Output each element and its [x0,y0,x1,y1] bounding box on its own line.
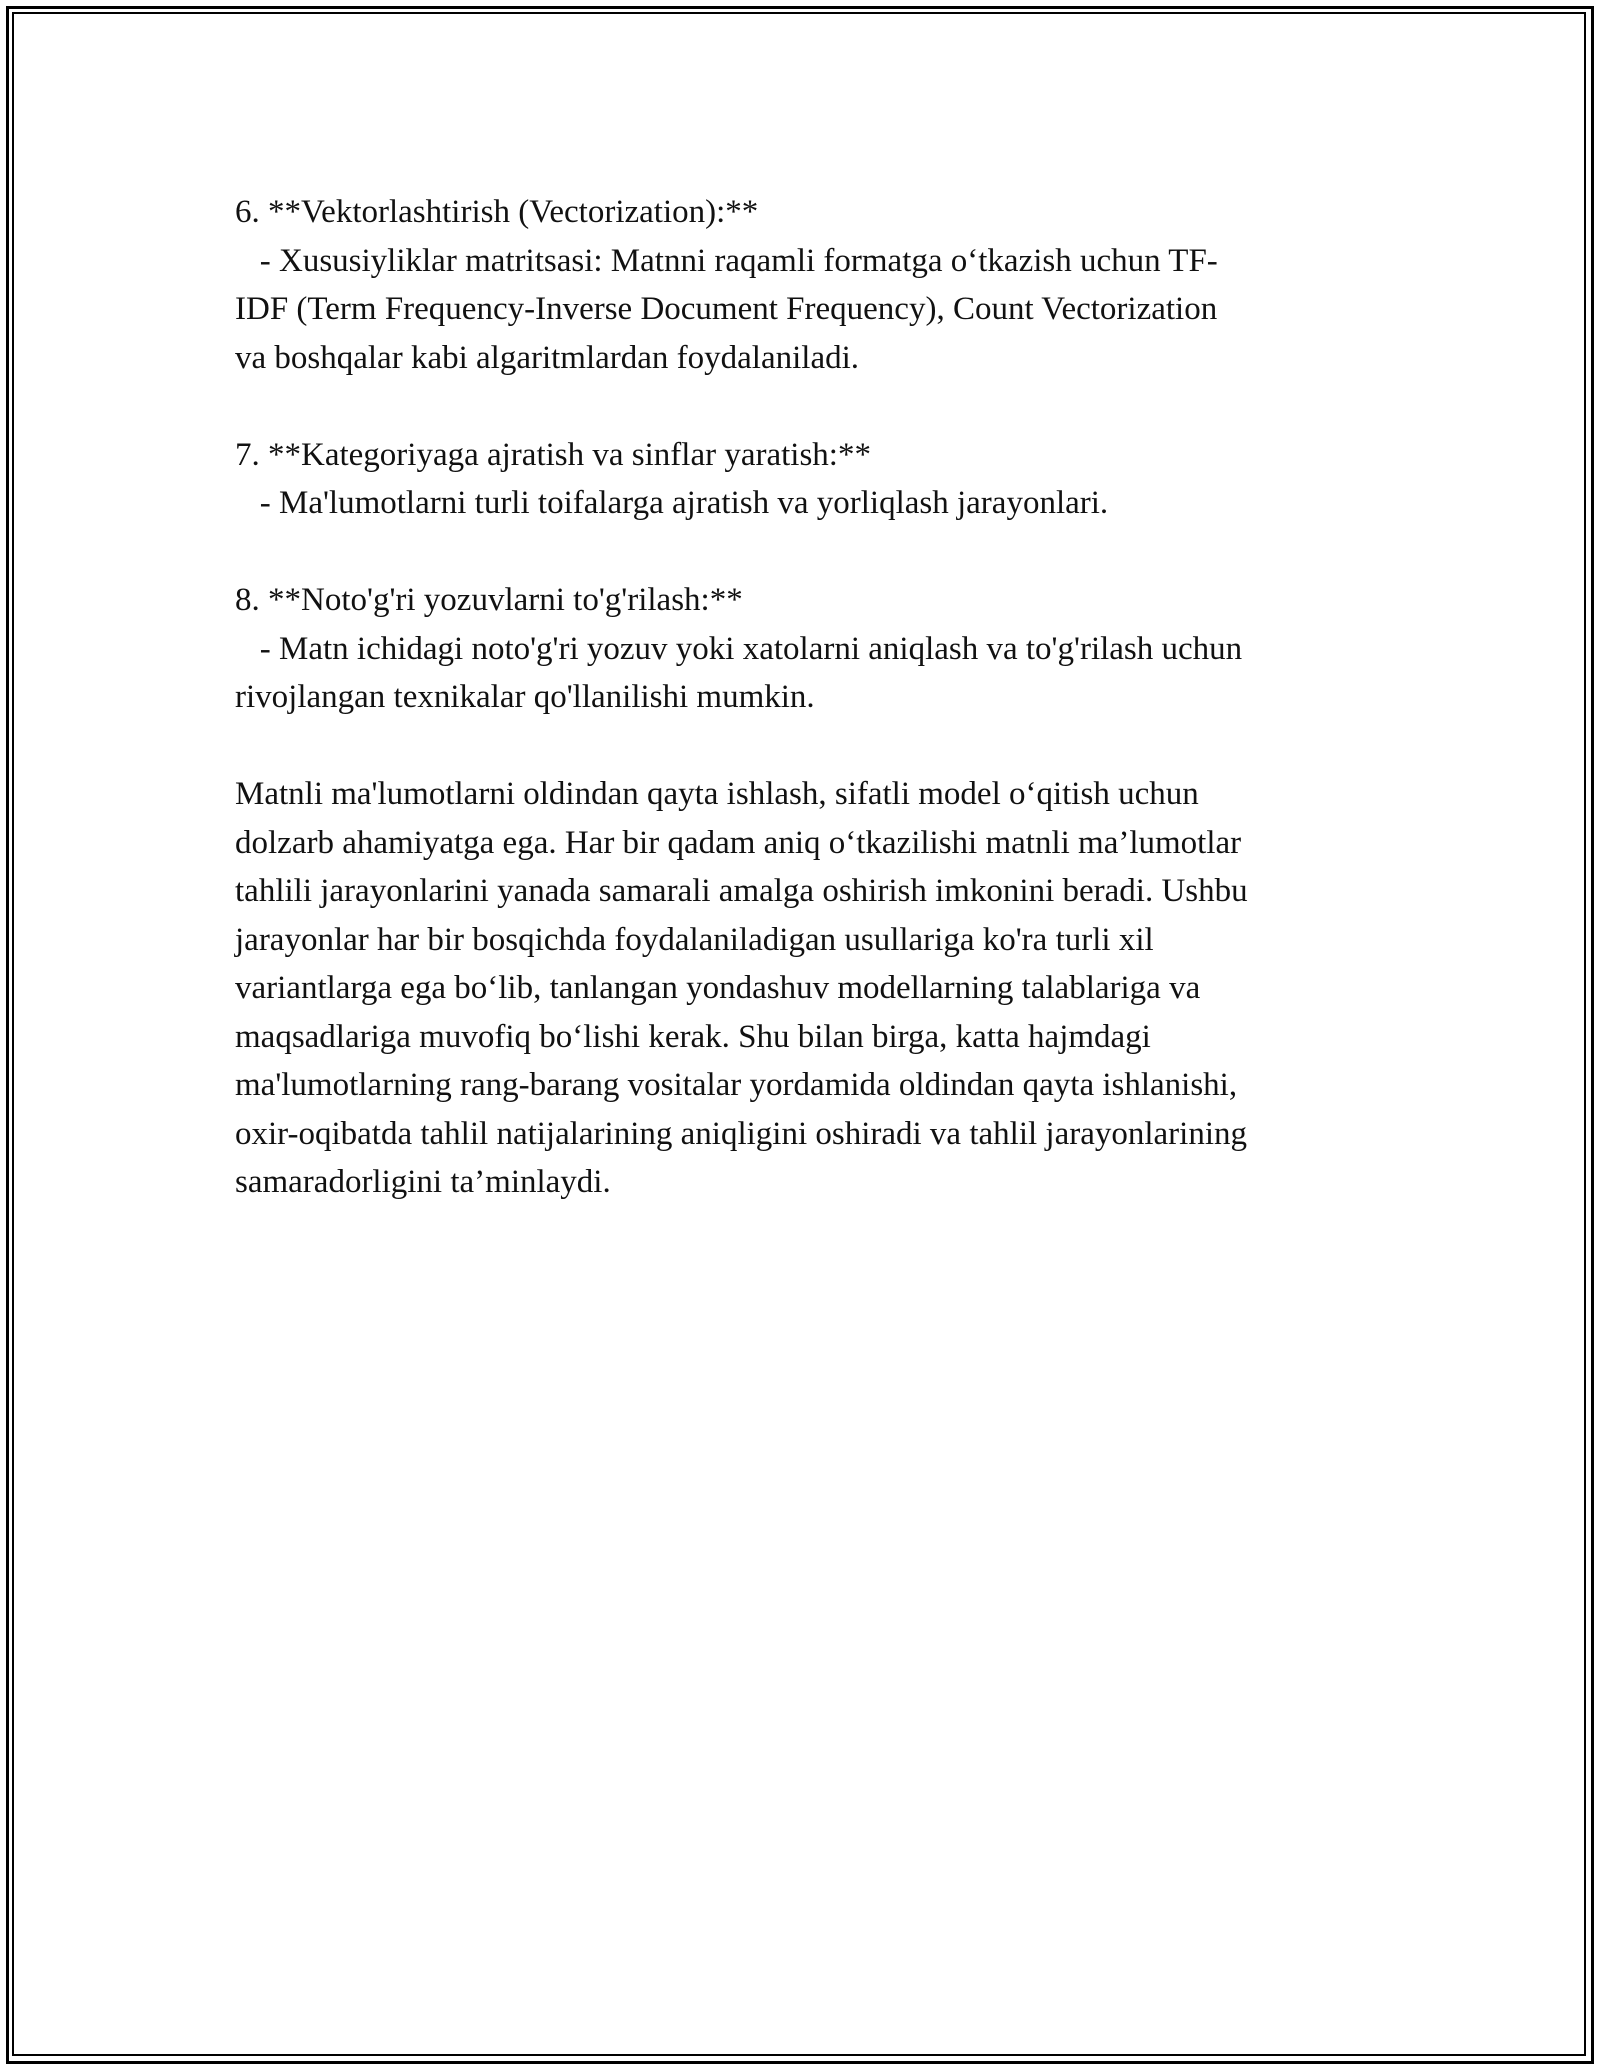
section-text-line: rivojlangan texnikalar qo'llanilishi mumkin. [235,679,815,715]
paragraph-spacer [235,382,1375,431]
section-text-line: - Ma'lumotlarni turli toifalarga ajratish va yorliqlash jarayonlari. [235,485,1109,521]
conclusion-paragraph [235,770,1375,1207]
section-text-line: va boshqalar kabi algaritmlardan foydalaniladi. [235,339,860,376]
section-text-line: - Xususiyliklar matritsasi: Matnni raqamli formatga o‘tkazish uchun TF- [235,242,1218,279]
conclusion-line: ma'lumotlarning rang-barang vositalar yordamida oldindan qayta ishlanishi, [235,1067,1238,1103]
paragraph-spacer [235,722,1375,771]
conclusion-line: jarayonlar har bir bosqichda foydalaniladigan usullariga ko'ra turli xil [235,921,1154,958]
conclusion-line: samaradorligini ta’minlaydi. [235,1164,611,1200]
conclusion-line: oxir-oqibatda tahlil natijalarining aniqligini oshiradi va tahlil jarayonlarining [235,1115,1247,1152]
section-heading: 7. **Kategoriyaga ajratish va sinflar yaratish:** [235,436,871,473]
conclusion-line: tahlili jarayonlarini yanada samarali amalga oshirish imkonini beradi. Ushbu [235,873,1248,909]
conclusion-line: maqsadlariga muvofiq bo‘lishi kerak. Shu bilan birga, katta hajmdagi [235,1018,1151,1055]
section-spelling-correction [235,576,1375,722]
section-text-line: IDF (Term Frequency-Inverse Document Frequency), Count Vectorization [235,291,1218,327]
conclusion-line: dolzarb ahamiyatga ega. Har bir qadam aniq o‘tkazilishi matnli ma’lumotlar [235,824,1242,861]
section-vectorization [235,188,1375,382]
conclusion-line: Matnli ma'lumotlarni oldindan qayta ishlash, sifatli model o‘qitish uchun [235,776,1199,812]
section-text-line: - Matn ichidagi noto'g'ri yozuv yoki xatolarni aniqlash va to'g'rilash uchun [235,630,1243,667]
section-categorization [235,431,1375,528]
section-heading: 8. **Noto'g'ri yozuvlarni to'g'rilash:** [235,582,743,618]
conclusion-line: variantlarga ega bo‘lib, tanlangan yondashuv modellarning talablariga va [235,970,1201,1006]
section-heading: 6. **Vektorlashtirish (Vectorization):** [235,194,759,230]
paragraph-spacer [235,528,1375,577]
document-body [235,188,1375,1207]
